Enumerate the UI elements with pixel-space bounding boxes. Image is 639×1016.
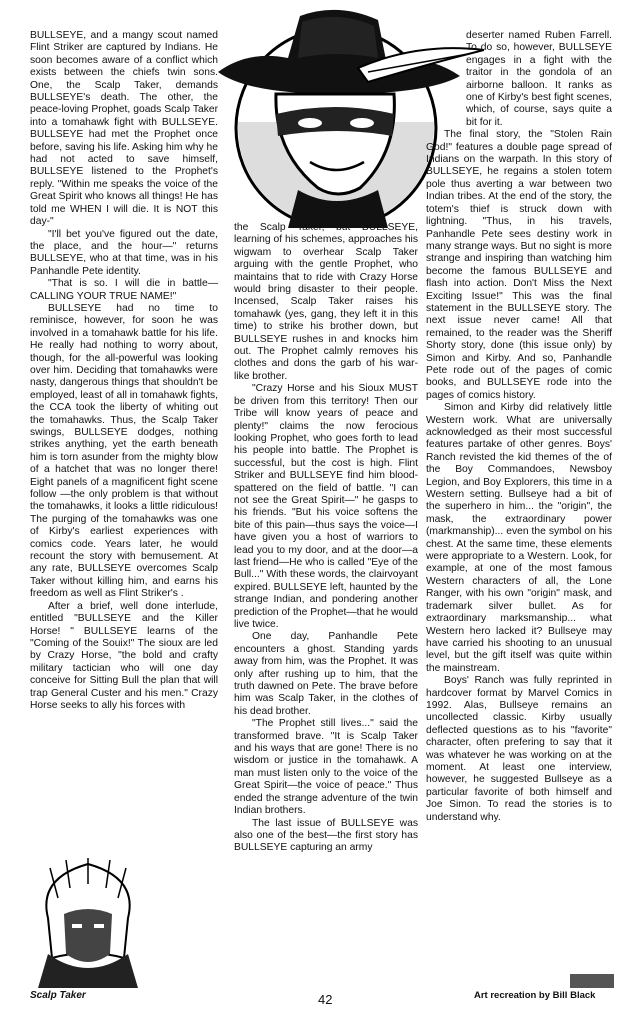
paragraph: After a brief, well done interlude, entitled "BULLSEYE and the Killer Horse! " BULLSEYE learns of the "Coming of the Souix!" The sioux are led by Crazy Horse, "the bold and crafty military tactician who will one day conceive for Sitting Bull the plan that will trap General Custer and his men." Crazy Horse seeks to ally his forces with: [30, 600, 218, 711]
paragraph: BULLSEYE, and a mangy scout named Flint Striker are captured by Indians. He soon becomes aware of a conflict which exists between the chiefs twin sons. One, the Scalp Taker, demands BULLSEYE's death. The other, the peace-loving Prophet, goads Scalp Taker into a tomahawk fight with BULLSEYE. BULLSEYE had met the Prophet once before, saving his life. Asking him why he had not acted to save himself, BULLSEYE listened to the Prophet's reply. "Within me speaks the voice of the Great Spirit who knows all things! He has told me WHEN I will die. It is NOT this day-": [30, 30, 218, 228]
text-column-left: [30, 30, 218, 712]
scalp-taker-illustration: [28, 858, 148, 988]
paragraph: "I'll bet you've figured out the date, the place, and the hour—" returns BULLSEYE, who at that time, was in his Panhandle Pete identity.: [30, 228, 218, 277]
paragraph: "That is so. I will die in battle—CALLING YOUR TRUE NAME!": [30, 278, 218, 302]
paragraph: BULLSEYE had no time to reminisce, however, for soon he was involved in a tomahawk battle for his life. He really had nothing to worry about, though, for the all-powerful was looking over him. Deciding that tomahawks were nasty, dangerous things that shouldn't be employed, least of all in tomahawk fights, the CCA took the liberty of whiting out the tomahawks. Thus, the Scalp Taker swings, BULLSEYE dodges, nothing strikes anything, yet the earth beneath him is torn asunder from the mighty blow of a hatchet that was no longer there! Eight panels of a magnificent fight scene follow —the only problem is that without the tomahawks, it looks a little ridiculous! The purging of the tomahawks was one of Kirby's earliest experiences with comics code. Years later, he would recount the story with bemusement. At any rate, BULLSEYE overcomes Scalp Taker without killing him, and earns his freedom as well as Flint Striker's .: [30, 302, 218, 600]
paragraph: "Crazy Horse and his Sioux MUST be driven from this territory! Then our Tribe will know years of peace and plenty!" claims the now ferocious looking Prophet, who goes forth to lead his people into battle. The Prophet is successful, but the cost is high. Flint Striker and BULLSEYE find him blood- spattered on the field of battle. "I can not see the Great Spirit—" he gasps to his friends. "But his voice softens the bite of this pain—thus says the voice—I have given you a host of warriors to lead you to my door, and at the door—a last friend—He who is called "Eye of the Bull..." With these words, the clairvoyant expired. BULLSEYE left, haunted by the strange Indian, and pondering another prediction of the Prophet—that he would live twice.: [234, 383, 418, 630]
paragraph: "The Prophet still lives..." said the transformed brave. "It is Scalp Taker and his ways that are gone! There is no wisdom or justice in the tomahawk. A man must listen only to the voice of the Great Spirit—the voice of peace." Thus ended the strange adventure of the twin Indian brothers.: [234, 718, 418, 817]
art-credit: Art recreation by Bill Black: [474, 990, 596, 1001]
paragraph: One day, Panhandle Pete encounters a ghost. Standing yards away from him, was the Prophet. It was only after rushing up to him, that the truth dawned on Pete. The brave before him was Scalp Taker, in the clothes of his dead brother.: [234, 631, 418, 717]
paragraph: Boys' Ranch was fully reprinted in hardcover format by Marvel Comics in 1992. Alas, Bullseye remains an uncollected classic. Kirby usually deflected questions as to his "favorite" character, often prefering to say that it was whatever he was working on at the moment. At least one interview, however, he suggested Bullseye as a particular favorite of both himself and Joe Simon. To read the stories is to understand why.: [426, 675, 612, 823]
paragraph: Simon and Kirby did relatively little Western work. What are universally acknowledged as their most successful features partake of other genres. Boys' Ranch revisted the kid themes of the of the Boy Commandoes, Newsboy Legion, and Boy Explorers, this time in a Western setting. Bullseye had a bit of the superhero in him... the "origin", the mask, the extraordinary power (markmanship)... even the symbol on his chest. At the same time, these elements were appropriate to a Western. Look, for example, at one of the most famous Western characters of all, the Lone Ranger, with his own "origin" mask, and trademark silver bullet. As for extraordinary marksmanship... what Western hero lacked it? Bullseye may have carried his shooting to an unusual level, but the gift itself was quite within the mainstream.: [426, 402, 612, 674]
paragraph: The last issue of BULLSEYE was also one of the best—the first story has BULLSEYE capturing an army: [234, 817, 418, 854]
paragraph: The final story, the "Stolen Rain God!" features a double page spread of Indians on the warpath. In this story of BULLSEYE, he regains a stolen totem pole thus averting a war between two Indian tribes. At the end of the story, the totem's thief is struck down with lightning. "Thus, in his travels, Panhandle Pete sees destiny work in many strange ways. But no sight is more strange and inspiring than watching him become the famous BULLSEYE and flash into action. Don't Miss the Next Exciting Issue!" This was the final statement in the BULLSEYE story. The next issue never came! All that remained, to the reader was the Sheriff Shorty story, done (this issue only) by Simon and Kirby. And so, Panhandle Pete rode out of the pages of comic books, and BULLSEYE rode into the pages of comics history.: [426, 129, 612, 401]
illustration-caption: Scalp Taker: [30, 990, 86, 1001]
text-column-middle: [234, 222, 418, 855]
paragraph: deserter named Ruben Farrell. To do so, however, BULLSEYE engages in a fight with the traitor in the gondola of an airborne balloon. It ranks as one of Kirby's best fight scenes, which, of course, says quite a bit for it.: [466, 30, 612, 128]
paragraph: the Scalp Taker, but BULLSEYE, learning of his schemes, approaches his wigwam to overhear Scalp Taker arguing with the gentle Prophet, who maintains that to ride with Crazy Horse would bring disaster to their people. Incensed, Scalp Taker raises his tomahawk (yes, gang, they left it in this time) to strike his brother down, but BULLSEYE rushes in and knocks him out. The Prophet calmly removes his clothes and dons the garb of his war-like brother.: [234, 222, 418, 382]
credit-decoration: [570, 974, 614, 988]
page-number: 42: [318, 992, 333, 1007]
text-column-right: [426, 30, 612, 824]
